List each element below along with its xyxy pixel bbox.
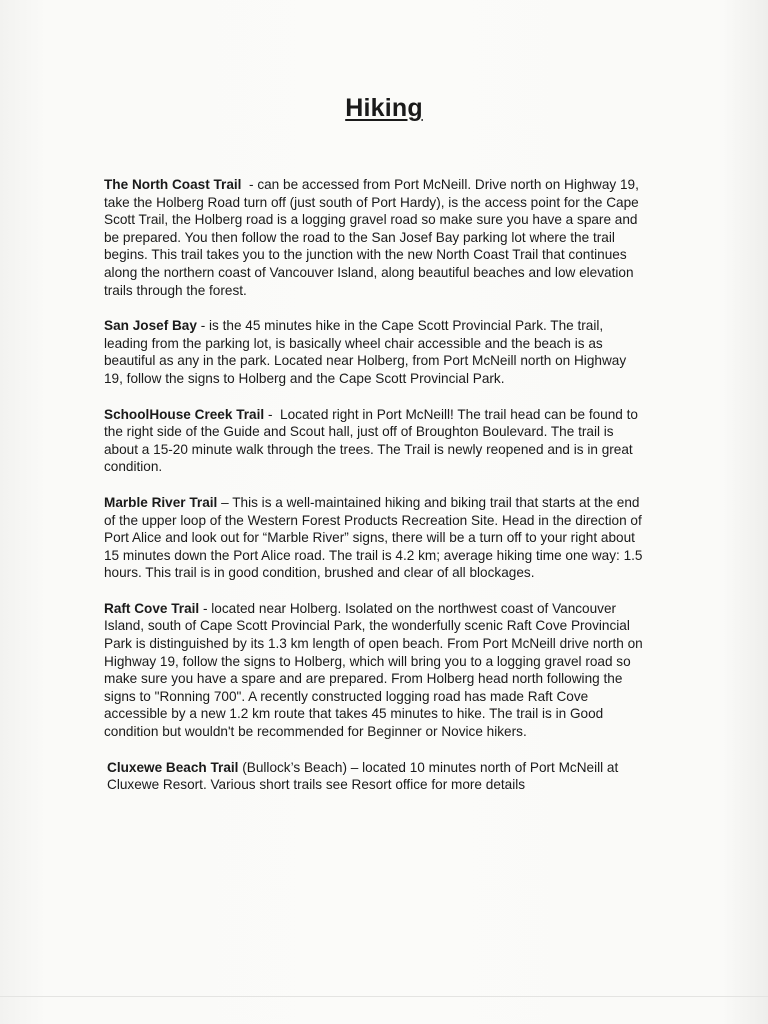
trail-entry-schoolhouse-creek: [104, 406, 644, 476]
trail-entry-raft-cove: [104, 600, 647, 741]
trail-name: San Josef Bay: [104, 318, 197, 334]
trail-name: Cluxewe Beach Trail: [107, 759, 239, 775]
trail-name: The North Coast Trail: [104, 177, 242, 192]
trail-name: Raft Cove Trail: [104, 600, 200, 616]
trail-description: - can be accessed from Port McNeill. Drive north on Highway 19, take the Holberg Road turn off (just south of Port Hardy), is the access point for the Cape Scott Trail, the Holberg road is a logging gravel road so make sure you have a spare and be prepared. You then follow the road to the San Josef Bay parking lot where the trail begins. This trail takes you to the junction with the new North Coast Trail that continues along the northern coast of Vancouver Island, along beautiful beaches and low elevation trails through the forest.: [104, 177, 643, 298]
trail-name: SchoolHouse Creek Trail: [104, 406, 265, 422]
trail-description: (Bullock’s Beach) – located 10 minutes north of Port McNeill at Cluxewe Resort. Various short trails see Resort office for more details: [107, 759, 623, 793]
page-title: Hiking: [345, 94, 423, 122]
trail-entry-north-coast: [104, 176, 644, 299]
trail-name: Marble River Trail: [104, 494, 218, 510]
trail-list: [104, 176, 647, 812]
trail-description: - located near Holberg. Isolated on the northwest coast of Vancouver Island, south of Cape Scott Provincial Park, the wonderfully scenic Raft Cove Provincial Park is distinguished by its 1.3 km length of open beach. From Port McNeill drive north on Highway 19, follow the signs to Holberg, which will bring you to a logging gravel road so make sure you have a spare and are prepared. From Holberg head north following the signs to "Ronning 700". A recently constructed logging road has made Raft Cove accessible by a new 1.2 km route that takes 45 minutes to hike. The trail is in Good condition but wouldn't be recommended for Beginner or Novice hikers.: [104, 600, 647, 740]
trail-entry-marble-river: [104, 494, 647, 582]
trail-entry-cluxewe-beach: [104, 759, 644, 794]
scan-edge-line: [0, 996, 768, 997]
trail-entry-san-josef-bay: [104, 317, 644, 387]
trail-description: – This is a well-maintained hiking and biking trail that starts at the end of the upper loop of the Western Forest Products Recreation Site. Head in the direction of Port Alice and look out for “Marble River” signs, there will be a turn off to your right about 15 minutes down the Port Alice road. The trail is 4.2 km; average hiking time one way: 1.5 hours. This trail is in good condition, brushed and clear of all blockages.: [104, 494, 647, 581]
trail-description: - is the 45 minutes hike in the Cape Scott Provincial Park. The trail, leading from the parking lot, is basically wheel chair accessible and the beach is as beautiful as any in the park. Located near Holberg, from Port McNeill north on Highway 19, follow the signs to Holberg and the Cape Scott Provincial Park.: [104, 318, 630, 386]
trail-description: - Located right in Port McNeill! The trail head can be found to the right side of the Guide and Scout hall, just off of Broughton Boulevard. The trail is about a 15-20 minute walk through the trees. The Trail is newly reopened and is in great condition.: [104, 406, 642, 475]
